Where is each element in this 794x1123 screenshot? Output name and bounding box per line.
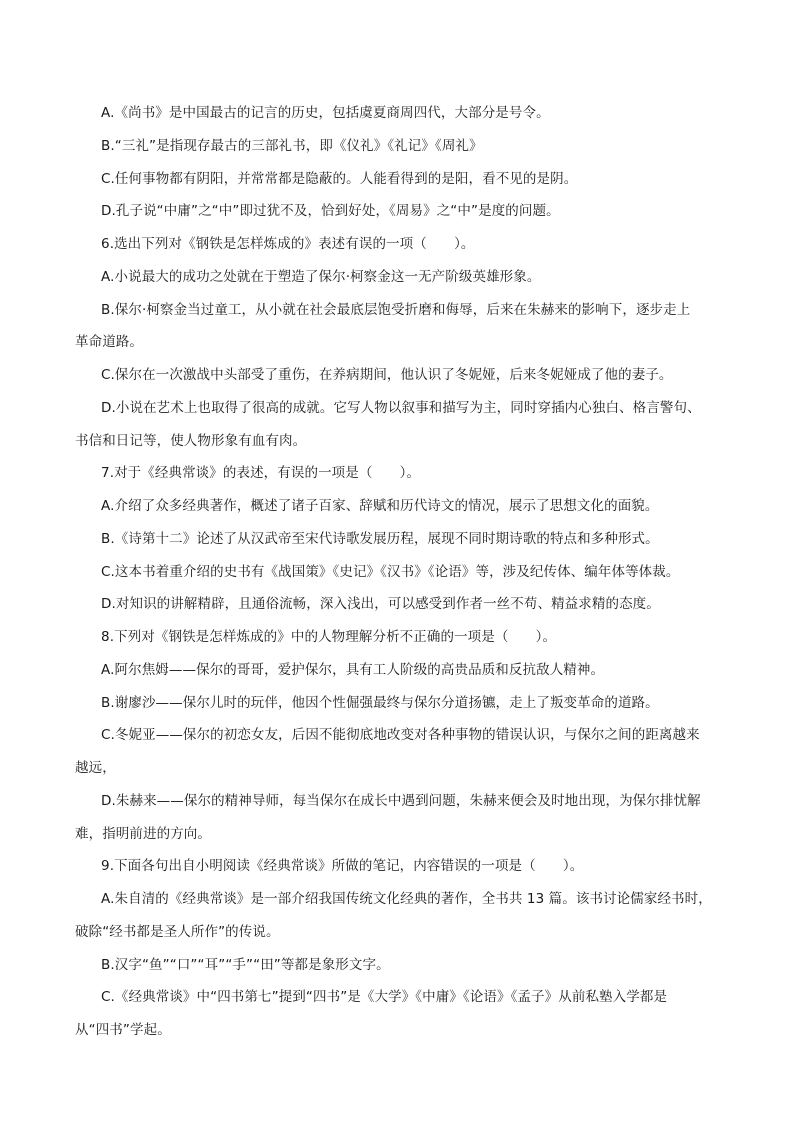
text-line-continuation: 难，指明前进的方向。 (75, 825, 211, 842)
text-line: C.这本书着重介绍的史书有《战国策》《史记》《汉书》《论语》等，涉及纪传体、编年体等体裁。 (101, 563, 680, 580)
text-line: C.保尔在一次激战中头部受了重伤，在养病期间，他认识了冬妮娅，后来冬妮娅成了他的妻子。 (101, 367, 673, 383)
text-line: A.小说最大的成功之处就在于塑造了保尔·柯察金这一无产阶级英雄形象。 (101, 268, 541, 285)
text-line: D.小说在艺术上也取得了很高的成就。它写人物以叙事和描写为主，同时穿插内心独白、格言警句、 (101, 399, 701, 416)
text-line-continuation: 书信和日记等，使人物形象有血有肉。 (75, 432, 307, 449)
text-line: B.汉字“鱼”“口”“耳”“手”“田”等都是象形文字。 (101, 956, 390, 973)
text-line: C.冬妮亚——保尔的初恋女友，后因不能彻底地改变对各种事物的错误认识，与保尔之间的距离越来 (101, 727, 700, 744)
text-line: D.孔子说“中庸”之“中”即过犹不及，恰到好处，《周易》之“中”是度的问题。 (101, 203, 560, 220)
text-line: A.朱自清的《经典常谈》是一部介绍我国传统文化经典的著作，全书共 13 篇。该书讨论儒家经书时， (101, 891, 712, 907)
text-line: A.《尚书》是中国最古的记言的历史，包括虞夏商周四代，大部分是号令。 (101, 105, 550, 121)
text-line: 7.对于《经典常谈》的表述，有误的一项是（ ）。 (101, 465, 421, 482)
text-line: A.介绍了众多经典著作，概述了诸子百家、辞赋和历代诗文的情况，展示了思想文化的面貌。 (101, 498, 659, 514)
text-line: B.谢廖沙——保尔儿时的玩伴，他因个性倔强最终与保尔分道扬镳，走上了叛变革命的道路。 (101, 694, 659, 711)
text-line: B.保尔·柯察金当过童工，从小就在社会最底层饱受折磨和侮辱，后来在朱赫来的影响下，逐步走上 (101, 301, 691, 318)
text-line-continuation: 革命道路。 (75, 334, 143, 351)
text-line: B.《诗第十二》论述了从汉武帝至宋代诗歌发展历程，展现不同时期诗歌的特点和多种形式。 (101, 530, 659, 547)
text-line: 9.下面各句出自小明阅读《经典常谈》所做的笔记，内容错误的一项是（ ）。 (101, 858, 584, 875)
text-line: C.任何事物都有阴阳，并常常都是隐蔽的。人能看得到的是阳，看不见的是阴。 (101, 170, 578, 187)
text-line: 6.选出下列对《钢铁是怎样炼成的》表述有误的一项（ ）。 (101, 236, 475, 252)
text-line-continuation: 越远， (75, 760, 116, 776)
text-line: C.《经典常谈》中“四书第七”提到“四书”是《大学》《中庸》《论语》《孟子》从前私塾入学都是 (101, 989, 668, 1006)
text-line-continuation: 破除“经书都是圣人所作”的传说。 (75, 923, 280, 940)
text-line: D.朱赫来——保尔的精神导师，每当保尔在成长中遇到问题，朱赫来便会及时地出现，为保尔排忧解 (101, 792, 701, 809)
text-line-continuation: 从“四书”学起。 (75, 1022, 171, 1038)
text-line: D.对知识的讲解精辟，且通俗流畅，深入浅出，可以感受到作者一丝不苟、精益求精的态度。 (101, 596, 660, 613)
text-line: B.“三礼”是指现存最古的三部礼书，即《仪礼》《礼记》《周礼》 (101, 137, 483, 154)
text-line: A.阿尔焦姆——保尔的哥哥，爱护保尔，具有工人阶级的高贵品质和反抗敌人精神。 (101, 661, 605, 678)
text-line: 8.下列对《钢铁是怎样炼成的》中的人物理解分析不正确的一项是（ ）。 (101, 629, 557, 645)
